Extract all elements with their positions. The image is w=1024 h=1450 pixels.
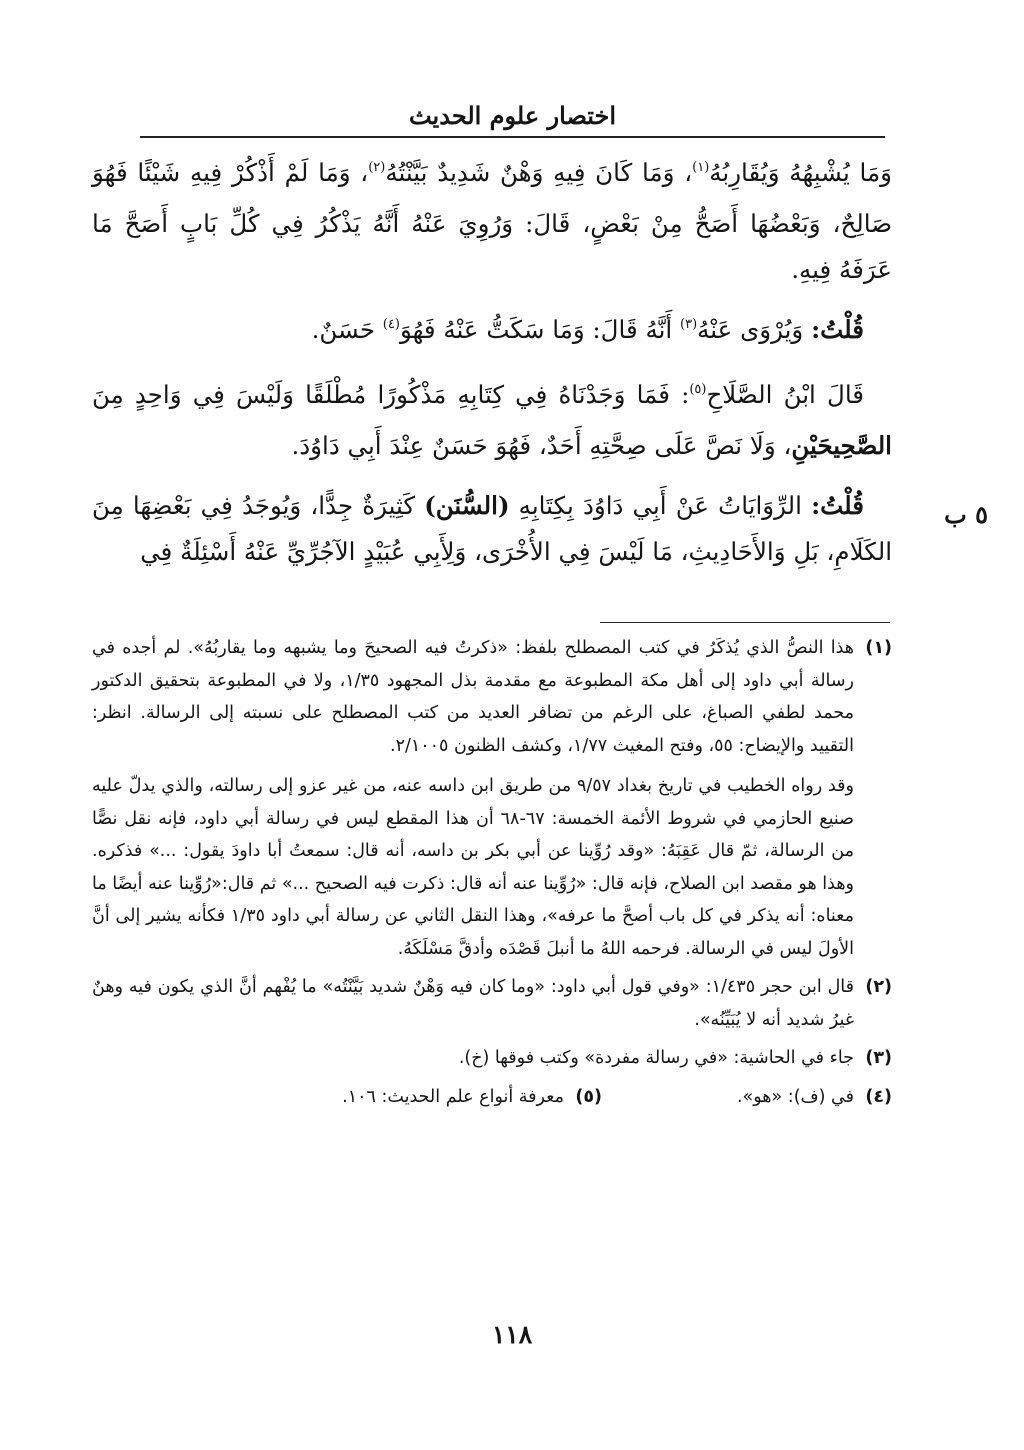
text-run: كَثِيرَةٌ جِدًّا، وَيُوجَدُ فِي بَعْضِهَا مِنَ الكَلَامِ، بَلِ وَالأَحَادِيثِ، مَا لَيْسَ فِي الأُخْرَى، وَلِأَبِي عُبَيْدٍ الآجُرِّيِّ عَنْهُ أَسْئِلَةٌ فِي [92, 491, 892, 566]
footnote-ref-5: (٥) [689, 382, 707, 397]
footnote-1 [92, 632, 892, 965]
footnote-4 [602, 1081, 892, 1114]
footnote-body: في (ف): «هو». [736, 1086, 854, 1107]
footnote-number: (١) [865, 638, 892, 658]
text-run: حَسَنٌ. [311, 315, 383, 344]
footnote-3 [92, 1042, 892, 1075]
manuscript-folio-note: ٥ ب [944, 500, 988, 529]
footnote-row-4-5 [92, 1081, 892, 1114]
text-run: قَالَ ابْنُ الصَّلَاحِ [706, 380, 865, 409]
footnote-paragraph: هذا النصُّ الذي يُذكَرُ في كتب المصطلح بلفظ: «ذكرتُ فيه الصحيحَ وما يشبهه وما يقاربُهُ». لم أجده في رسالة أبي داود إلى أهل مكة المطبوعة مع مقدمة بذل المجهود ١/٣٥، ولا في المطبوعة بتحقيق الدكتور محمد لطفي الصباغ، على الرغم من تضافر العديد من كتب المصطلح على نسبته إلى الرسالة. انظر: التقييد والإيضاح: ٥٥، وفتح المغيث ١/٧٧، وكشف الظنون ٢/١٠٠٥. [92, 638, 854, 756]
footnote-2 [92, 971, 892, 1036]
footnote-ref-2: (٢) [368, 160, 386, 175]
bold-term: (السُّنَن) [424, 491, 510, 520]
footnote-body: جاء في الحاشية: «في رسالة مفردة» وكتب فوقها (خ). [458, 1048, 854, 1068]
footnote-5 [342, 1081, 602, 1114]
footnote-body: قال ابن حجر ١/٤٣٥: «وفي قول أبي داود: «وما كان فيه وَهْنٌ شديد بَيَّنْتُه» ما يُفْهم أنَّ الذي يكون فيه وهنٌ غيرُ شديد أنه لا يُبَيِّنُه». [92, 977, 854, 1030]
qultu-lead: قُلْتُ: [811, 491, 864, 520]
footnotes-section [92, 632, 892, 1113]
text-run: الرِّوَايَاتُ عَنْ أَبِي دَاوُدَ بِكِتَابِهِ [509, 491, 812, 520]
main-text-body [92, 150, 892, 575]
header-divider [140, 136, 885, 138]
footnote-divider [600, 622, 890, 623]
footnote-number: (٥) [575, 1086, 602, 1107]
text-run: : فَمَا وَجَدْنَاهُ فِي كِتَابِهِ مَذْكُورًا مُطْلَقًا وَلَيْسَ فِي وَاحِدٍ مِنَ [92, 380, 690, 409]
footnote-number: (٤) [865, 1086, 892, 1107]
text-run: ، وَلَا نَصَّ عَلَى صِحَّتِهِ أَحَدٌ، فَهُوَ حَسَنٌ عِنْدَ أَبِي دَاوُدَ. [291, 431, 792, 460]
qultu-lead: قُلْتُ: [811, 315, 864, 344]
main-paragraph-3 [92, 372, 892, 469]
main-paragraph-2 [92, 307, 892, 358]
footnote-number: (٢) [865, 977, 892, 997]
footnote-ref-4: (٤) [382, 317, 400, 332]
page-number: ١١٨ [491, 1320, 533, 1349]
text-run: أَنَّهُ قَالَ: وَمَا سَكَتُّ عَنْهُ فَهُوَ [399, 315, 681, 344]
main-paragraph-1 [92, 150, 892, 293]
footnote-body [92, 632, 854, 965]
text-run: ، وَمَا كَانَ فِيهِ وَهْنٌ شَدِيدٌ بَيَّنْتُهُ [385, 158, 693, 187]
footnote-ref-1: (١) [692, 160, 710, 175]
bold-term: الصَّحِيحَيْنِ [791, 431, 892, 460]
footnote-paragraph: وقد رواه الخطيب في تاريخ بغداد ٩/٥٧ من طريق ابن داسه عنه، من غير عزو إلى رسالته، والذي يدلّ عليه صنيع الحازمي في شروط الأئمة الخمسة: ٦٧-٦٨ أن هذا المقطع ليس في رسالة أبي داود، فإنه نقل نصًّا من الرسالة، ثمّ قال عَقِبَهُ: «وقد رُوِّينا عن أبي بكر بن داسه، أنه قال: سمعتُ أبا داودَ يقول: ...» فذكره. وهذا هو مقصد ابن الصلاح، فإنه قال: «رُوِّينا عنه أنه قال: ذكرت فيه الصحيح ...» ثم قال:«رُوِّينا عنه أيضًا ما معناه: أنه يذكر في كل باب أصحَّ ما عرفه»، وهذا النقل الثاني عن رسالة أبي داود ١/٣٥ فكأنه يشير إلى أنَّ الأولَ ليس في الرسالة. فرحمه اللهُ ما أنبلَ قَصْدَه وأدقَّ مَسْلَكَهُ. [92, 776, 854, 959]
text-run: وَمَا يُشْبِهُهُ وَيُقَارِبُهُ [709, 158, 892, 187]
footnote-number: (٣) [865, 1048, 892, 1068]
footnote-body: معرفة أنواع علم الحديث: ١٠٦. [342, 1086, 564, 1107]
running-header-title: اختصار علوم الحديث [408, 101, 616, 130]
main-paragraph-4 [92, 483, 892, 575]
text-run: ، وَمَا لَمْ أَذْكُرْ فِيهِ شَيْئًا فَهُوَ صَالِحٌ، وَبَعْضُهَا أَصَحُّ مِنْ بَعْضٍ، قَالَ: وَرُوِيَ عَنْهُ أَنَّهُ يَذْكُرُ فِي كُلِّ بَابٍ أَصَحَّ مَا عَرَفَهُ فِيهِ. [92, 158, 892, 284]
text-run: وَيُرْوَى عَنْهُ [697, 315, 812, 344]
footnote-ref-3: (٣) [680, 317, 698, 332]
